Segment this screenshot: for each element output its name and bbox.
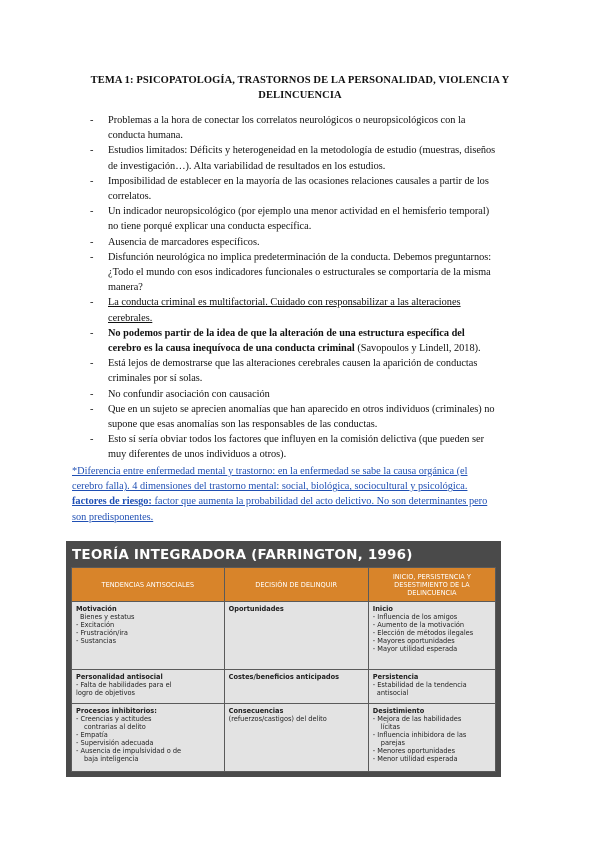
table-header: DECISIÓN DE DELINQUIR bbox=[224, 568, 368, 602]
page-title bbox=[60, 73, 540, 103]
table-cell: Consecuencias (refuerzos/castigos) del delito bbox=[224, 704, 368, 772]
list-item: - Imposibilidad de establecer en la mayoría de las ocasiones relaciones causales a partir de los correlatos. bbox=[90, 175, 489, 203]
list-item: - Está lejos de demostrarse que las alteraciones cerebrales causen la aparición de conductas criminales por sí solas. bbox=[90, 358, 478, 385]
note-line-1: *Diferencia entre enfermedad mental y trastorno: en la enfermedad se sabe la causa orgánica (el bbox=[72, 466, 468, 477]
list-item: - Esto sí sería obviar todos los factores que influyen en la comisión delictiva (que pueden ser muy diferentes de unos individuos a otros). bbox=[90, 434, 485, 461]
list-item: - Disfunción neurológica no implica predeterminación de la conducta. Debemos preguntarnos: ¿Todo el mundo con esos indicadores funcionales o estructurales se comportaría de la misma manera? bbox=[90, 251, 492, 294]
table-cell: Procesos inhibitorios: - Creencias y actitudes contrarias al delito - Empatía - Supervisión adecuada - Ausencia de impulsividad o de baja inteligencia bbox=[72, 704, 225, 772]
table-cell: Oportunidades bbox=[224, 602, 368, 670]
table-cell: Inicio - Influencia de los amigos - Aumento de la motivación - Elección de métodos ilegales - Mayores oportunidades - Mayor utilidad esperada bbox=[368, 602, 495, 670]
table-cell: Personalidad antisocial - Falta de habilidades para el logro de objetivos bbox=[72, 670, 225, 704]
list-item: - No podemos partir de la idea de que la alteración de una estructura específica del cerebro es la causa inequívoca de una conducta criminal (Savopoulos y Lindell, 2018). bbox=[90, 327, 481, 355]
list-item: - Ausencia de marcadores específicos. bbox=[90, 236, 260, 248]
note-risk-label: factores de riesgo: bbox=[72, 496, 152, 508]
theory-table bbox=[71, 567, 496, 772]
blue-note bbox=[72, 464, 532, 525]
table-header-row bbox=[72, 568, 496, 602]
table-cell: Desistimiento - Mejora de las habilidades lícitas - Influencia inhibidora de las parejas - Menores oportunidades - Menor utilidad esperada bbox=[368, 704, 495, 772]
title-line-2: DELINCUENCIA bbox=[258, 90, 342, 101]
list-item: - Estudios limitados: Déficits y heterogeneidad en la metodología de estudio (muestras, diseños de investigación…). Alta variabilidad de resultados en los estudios. bbox=[90, 145, 496, 172]
table-cell: Persistencia - Estabilidad de la tendencia antisocial bbox=[368, 670, 495, 704]
list-item: - La conducta criminal es multifactorial. Cuidado con responsabilizar a las alteraciones cerebrales. bbox=[90, 297, 461, 324]
list-item: - Que en un sujeto se aprecien anomalías que han aparecido en otros individuos (criminales) no supone que esas anomalías son las responsables de las conductas. bbox=[90, 403, 495, 431]
table-cell: Motivación Bienes y estatus - Excitación - Frustración/ira - Sustancias bbox=[72, 602, 225, 670]
note-line-3: factor que aumenta la probabilidad del acto delictivo. No son determinantes pero bbox=[151, 496, 488, 508]
slide-title: TEORÍA INTEGRADORA (FARRINGTON, 1996) bbox=[72, 547, 413, 563]
table-header: INICIO, PERSISTENCIA Y DESESTIMIENTO DE LA DELINCUENCIA bbox=[368, 568, 495, 602]
bullet-list bbox=[0, 113, 600, 463]
table-row bbox=[72, 704, 496, 772]
farrington-slide bbox=[66, 541, 501, 777]
table-row bbox=[72, 602, 496, 670]
table-cell: Costes/beneficios anticipados bbox=[224, 670, 368, 704]
title-line-1: TEMA 1: PSICOPATOLOGÍA, TRASTORNOS DE LA PERSONALIDAD, VIOLENCIA Y bbox=[90, 75, 510, 86]
table-row bbox=[72, 670, 496, 704]
list-item: - No confundir asociación con causación bbox=[90, 388, 270, 400]
note-line-4: son predisponentes. bbox=[72, 511, 154, 523]
list-item: - Problemas a la hora de conectar los correlatos neurológicos o neuropsicológicos con la conducta humana. bbox=[90, 115, 466, 142]
note-line-2: cerebro falla). 4 dimensiones del trastorno mental: social, biológica, sociocultural y psicológica. bbox=[72, 481, 468, 493]
table-header: TENDENCIAS ANTISOCIALES bbox=[72, 568, 225, 602]
list-item: - Un indicador neuropsicológico (por ejemplo una menor actividad en el hemisferio temporal) no tiene porqué explicar una conducta específica. bbox=[90, 206, 490, 233]
